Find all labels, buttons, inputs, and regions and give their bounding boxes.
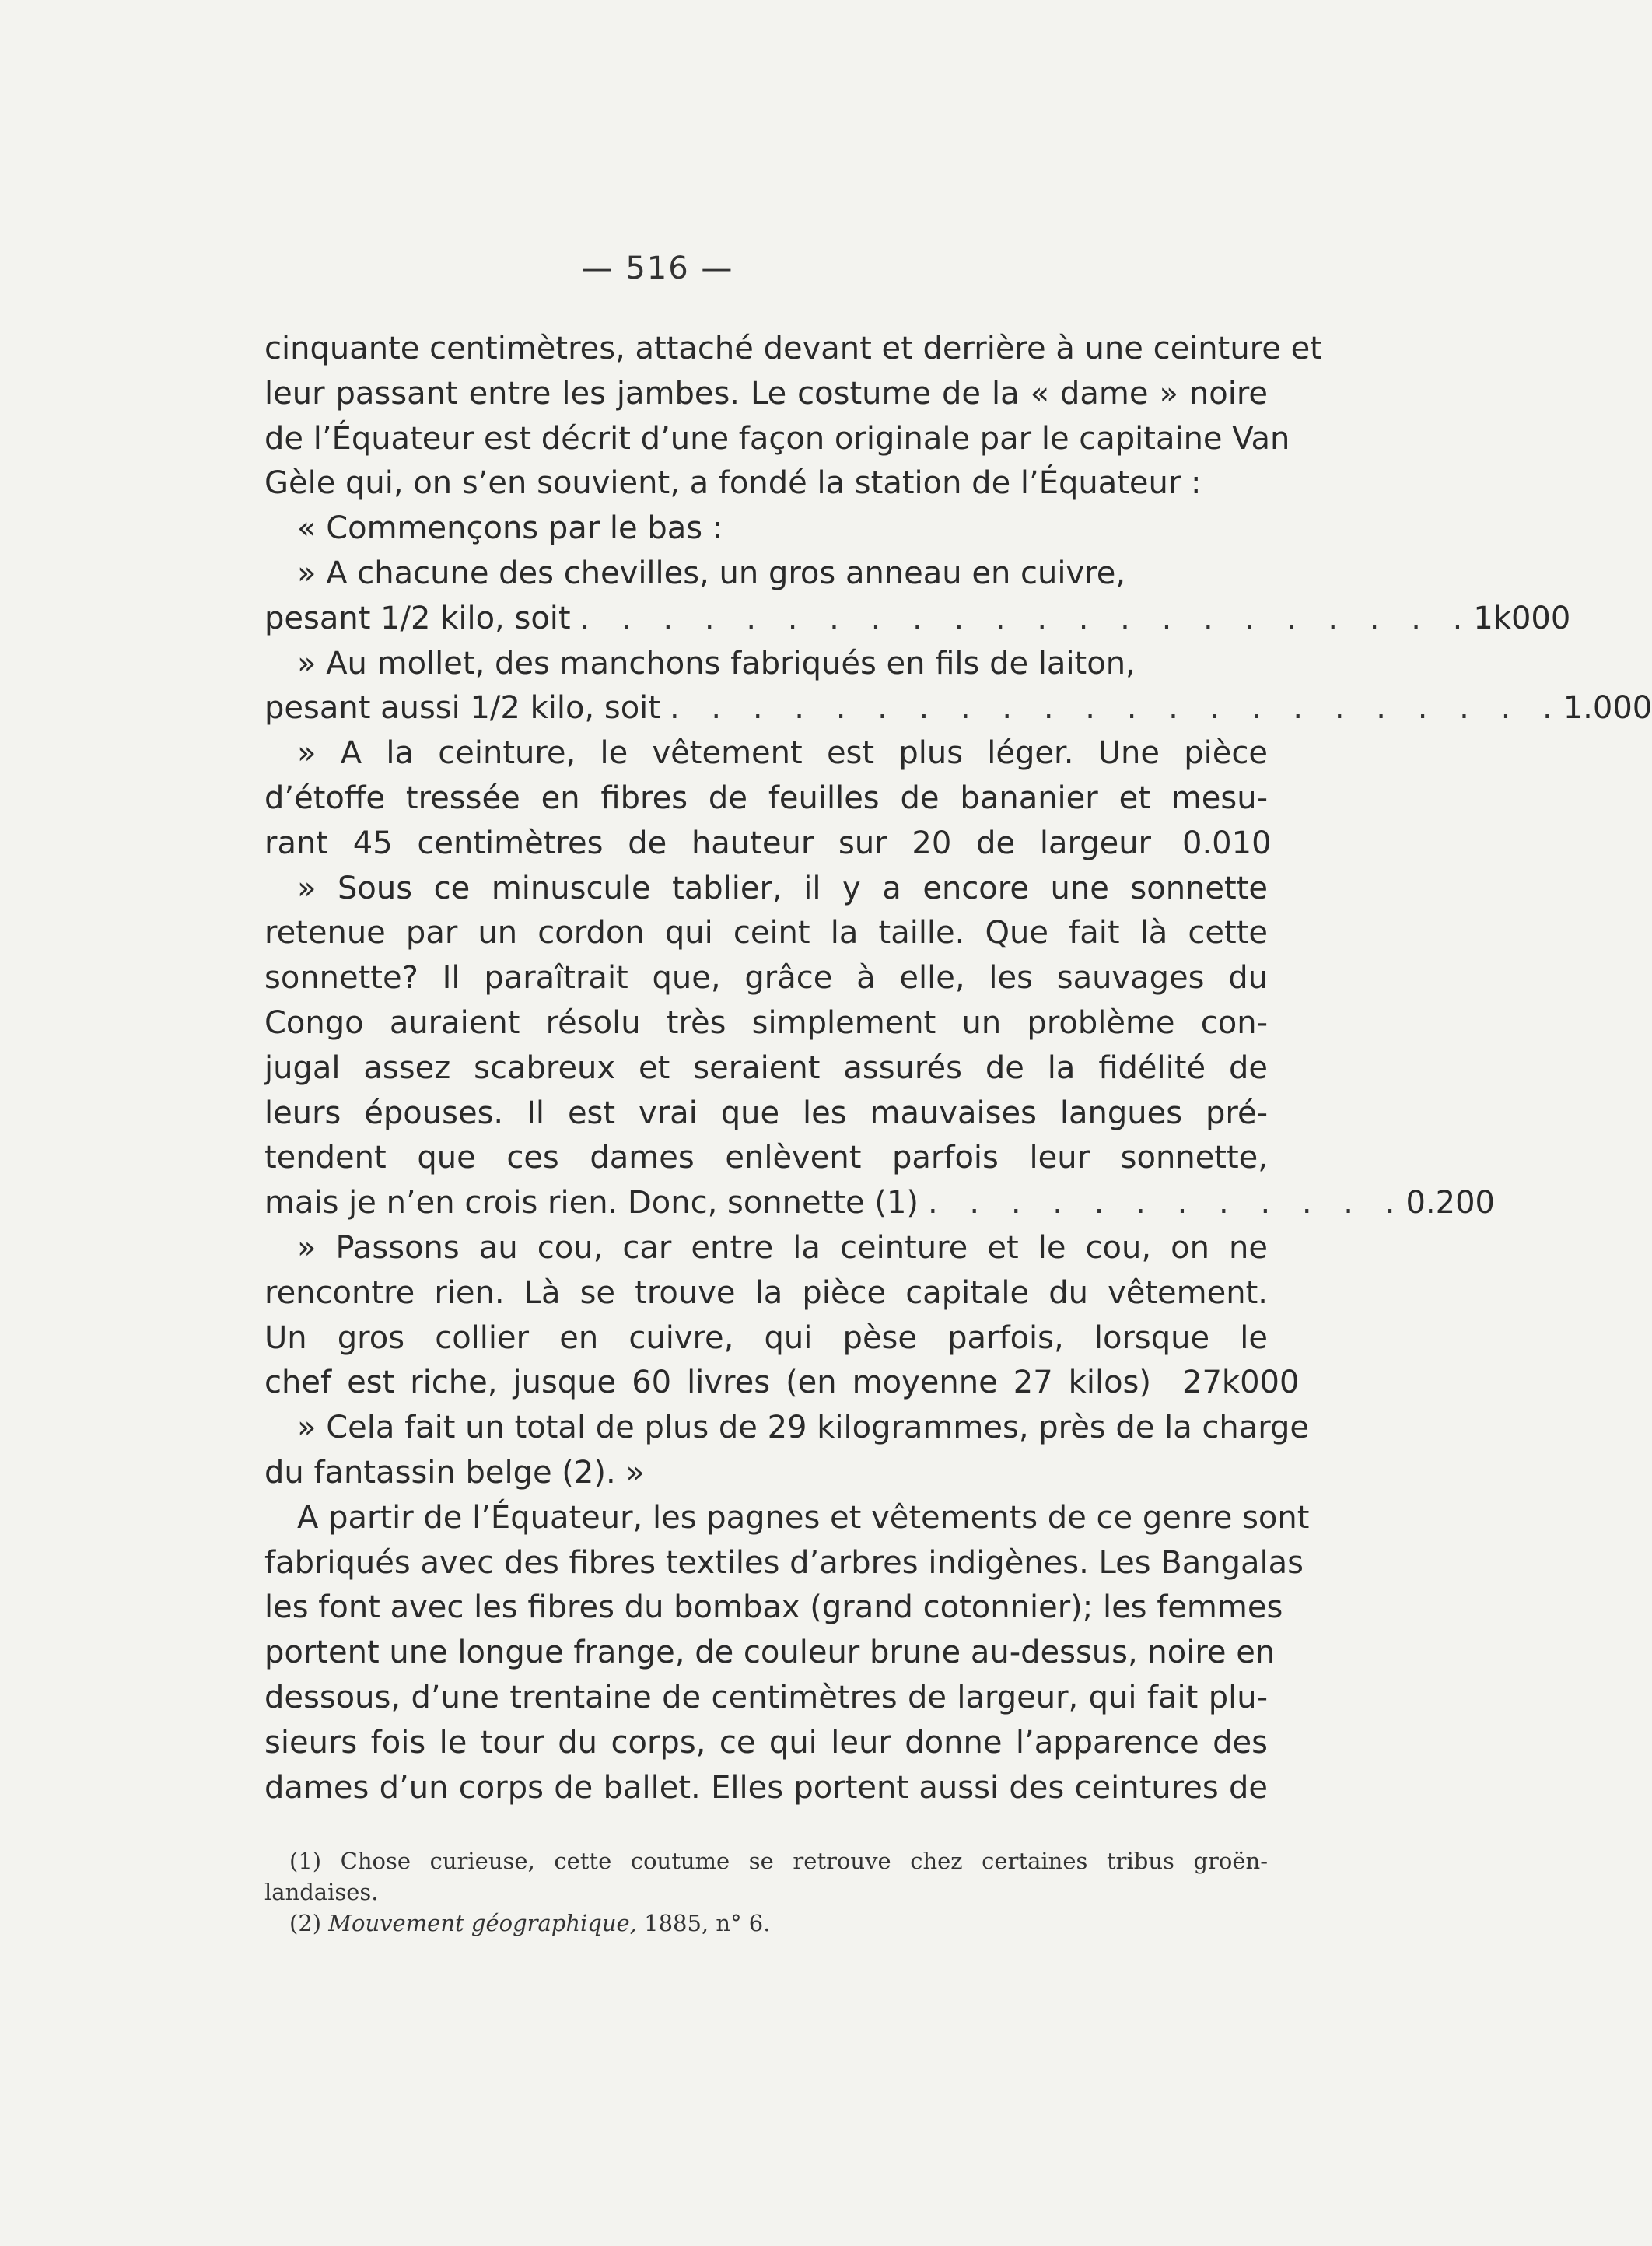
text-line: » Sous ce minuscule tablier, il y a encore une sonnette <box>297 870 1268 906</box>
leader-dots: . . . . . . . . . . . . . . . . . . . . . . <box>669 690 1563 727</box>
weight-amount: 1k000 <box>1473 600 1571 636</box>
footnote-2 <box>264 1908 1268 1939</box>
text-line: dames d’un corps de ballet. Elles portent aussi des ceintures de <box>264 1769 1268 1806</box>
footnote-citation: 1885, n° 6. <box>636 1910 771 1936</box>
weight-item-label: pesant aussi 1/2 kilo, soit <box>264 690 660 727</box>
text-line: A partir de l’Équateur, les pagnes et vêtements de ce genre sont <box>297 1499 1310 1536</box>
text-line: portent une longue frange, de couleur brune au-dessus, noire en <box>264 1635 1276 1671</box>
weight-item-label: pesant 1/2 kilo, soit <box>264 600 571 636</box>
text-line: de l’Équateur est décrit d’une façon originale par le capitaine Van <box>264 420 1290 457</box>
weight-amount: 27k000 <box>1182 1365 1300 1401</box>
leader-dots: . . . . . . . . . . . . . . . . . . . . . . <box>579 600 1474 636</box>
page-number: — 516 — <box>581 251 734 286</box>
text-line: dessous, d’une trentaine de centimètres de largeur, qui fait plu- <box>264 1679 1268 1715</box>
text-line: Congo auraient résolu très simplement un problème con- <box>264 1004 1268 1041</box>
text-line: rencontre rien. Là se trouve la pièce capitale du vêtement. <box>264 1274 1268 1311</box>
text-line: » Cela fait un total de plus de 29 kilogrammes, près de la charge <box>297 1410 1310 1446</box>
weight-amount: 1.000 <box>1563 690 1652 727</box>
weight-item-label: chef est riche, jusque 60 livres (en moyenne 27 kilos) <box>264 1365 1151 1401</box>
weight-item-bell <box>264 1181 1495 1226</box>
footnote-1-continuation: landaises. <box>264 1879 379 1905</box>
footnotes <box>264 1845 1268 1939</box>
weight-item-label: rant 45 centimètres de hauteur sur 20 de largeur <box>264 825 1151 861</box>
weight-item-apron <box>264 822 1272 867</box>
text-line: tendent que ces dames enlèvent parfois leur sonnette, <box>264 1140 1268 1176</box>
text-line: cinquante centimètres, attaché devant et derrière à une ceinture et <box>264 331 1322 366</box>
quote-opening: « Commençons par le bas : <box>297 510 723 547</box>
text-line: » A chacune des chevilles, un gros anneau en cuivre, <box>297 555 1126 591</box>
weight-item-label: mais je n’en crois rien. Donc, sonnette (1) <box>264 1185 919 1221</box>
text-line: » A la ceinture, le vêtement est plus léger. Une pièce <box>297 735 1268 772</box>
text-line: jugal assez scabreux et seraient assurés de la fidélité de <box>264 1049 1268 1086</box>
text-line: les font avec les fibres du bombax (grand cotonnier); les femmes <box>264 1589 1283 1626</box>
text-line: fabriqués avec des fibres textiles d’arbres indigènes. Les Bangalas <box>264 1544 1304 1581</box>
text-line: Gèle qui, on s’en souvient, a fondé la station de l’Équateur : <box>264 465 1202 502</box>
text-line: Un gros collier en cuivre, qui pèse parfois, lorsque le <box>264 1319 1268 1356</box>
weight-amount: 0.200 <box>1405 1185 1495 1221</box>
footnote-source-title: Mouvement géographique, <box>328 1910 637 1936</box>
body-text <box>264 327 1652 1810</box>
text-line: » Au mollet, des manchons fabriqués en fils de laiton, <box>297 645 1136 682</box>
weight-item-collar <box>264 1361 1300 1406</box>
text-line: leurs épouses. Il est vrai que les mauvaises langues pré- <box>264 1095 1268 1131</box>
text-line: » Passons au cou, car entre la ceinture et le cou, on ne <box>297 1229 1268 1266</box>
text-line: sonnette? Il paraîtrait que, grâce à elle, les sauvages du <box>264 960 1268 997</box>
text-line: leur passant entre les jambes. Le costume de la « dame » noire <box>264 375 1268 412</box>
text-line: d’étoffe tressée en fibres de feuilles de bananier et mesu- <box>264 780 1268 816</box>
weight-amount: 0.010 <box>1182 825 1272 861</box>
text-line: du fantassin belge (2). » <box>264 1454 645 1491</box>
text-line: retenue par un cordon qui ceint la taille. Que fait là cette <box>264 915 1268 951</box>
weight-item-calf-sleeves <box>264 686 1652 731</box>
text-line: sieurs fois le tour du corps, ce qui leur donne l’apparence des <box>264 1724 1268 1761</box>
footnote-number: (2) <box>289 1910 329 1936</box>
footnote-1: (1) Chose curieuse, cette coutume se retrouve chez certaines tribus groën- <box>289 1848 1268 1874</box>
weight-item-anklets <box>264 597 1571 642</box>
leader-dots: . . . . . . . . . . . . <box>928 1185 1406 1221</box>
